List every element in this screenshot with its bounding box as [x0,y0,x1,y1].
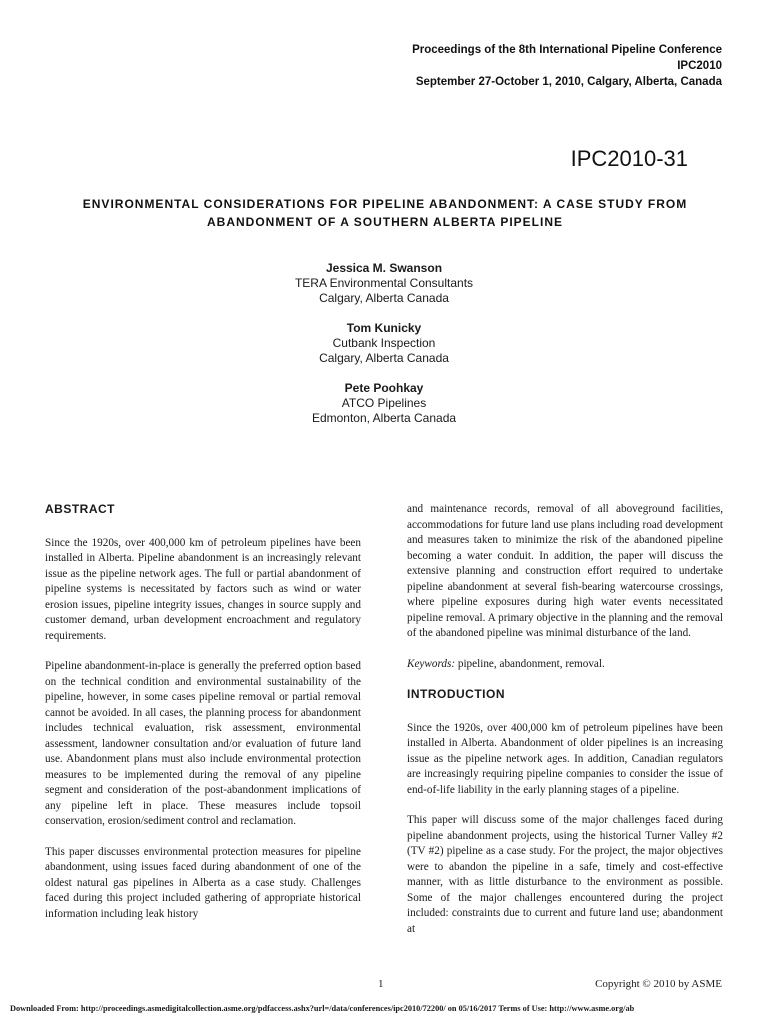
paper-title [60,195,710,231]
introduction-paragraph: This paper will discuss some of the major challenges faced during pipeline abandonment projects, using the historical Turner Valley #2 (TV #2) pipeline as a case study. For the project, the major objectives were to abandon the pipeline in a safe, timely and cost-effective manner, with as little disturbance to the environment as possible. Some of the major challenges encountered during the project included: constraints due to current and future land use; abandonment at [407,814,723,935]
author-name: Pete Poohkay [344,381,424,395]
keywords-line [407,657,723,673]
author-list [184,261,584,441]
introduction-heading: INTRODUCTION [407,687,505,701]
download-notice: Downloaded From: http://proceedings.asmedigitalcollection.asme.org/pdfaccess.ashx?url=/data/conferences/ipc2010/72200/ on 05/16/2017 Terms of Use: http://www.asme.org/ab [10,1004,635,1013]
conference-header [302,42,722,90]
conference-code: IPC2010 [677,60,722,72]
keywords-text: pipeline, abandonment, removal. [455,657,605,670]
abstract-paragraph: Pipeline abandonment-in-place is generally the preferred option based on the technical condition and environmental sustainability of the pipeline, however, in some cases pipeline removal or partial removal cannot be avoided. In all cases, the planning process for abandonment includes technical evaluation, risk assessment, environmental assessment, landowner consultation and/or evaluation of future land use. Abandonment plans must also include environmental protection measures to be implemented during the removal of any pipeline segment and consideration of the post-abandonment implications of any pipeline left in place. These measures include topsoil conservation, erosion/sediment control and reclamation. [45,660,361,827]
abstract-paragraph: Since the 1920s, over 400,000 km of petroleum pipelines have been installed in Alberta. Pipeline abandonment is an increasingly relevant issue as the pipeline network ages. The full or partial abandonment of pipeline systems is necessitated by factors such as wind or water erosion issues, pipeline integrity issues, changes in source supply and customer demand, urban development encroachment and regulatory requirements. [45,536,361,642]
conference-dates: September 27-October 1, 2010, Calgary, Alberta, Canada [415,76,722,88]
author-affiliation: TERA Environmental Consultants [294,276,474,290]
copyright-notice: Copyright © 2010 by ASME [595,978,722,990]
author-affiliation: Cutbank Inspection [332,336,436,350]
author-location: Calgary, Alberta Canada [319,351,449,365]
right-column [407,502,723,952]
author-block [184,261,584,306]
abstract-paragraph: This paper discusses environmental protection measures for pipeline abandonment, using issues faced during abandonment of one of the oldest natural gas pipelines in Alberta as a case study. Challenges faced during this project included gathering of appropriate historical information including leak history [45,845,361,920]
author-affiliation: ATCO Pipelines [341,396,427,410]
author-block [184,321,584,366]
author-name: Tom Kunicky [346,321,422,335]
introduction-paragraph: Since the 1920s, over 400,000 km of petroleum pipelines have been installed in Alberta. Abandonment of older pipelines is an increasing issue as the pipeline network ages. In addition, Canadian regulators are increasingly requiring pipeline companies to consider the issue of end-of-life liability in the early planning stages of a pipeline. [407,721,723,796]
paper-title-line-2: ABANDONMENT OF A SOUTHERN ALBERTA PIPELINE [207,215,563,229]
paper-id: IPC2010-31 [570,146,688,171]
conference-name: Proceedings of the 8th International Pipeline Conference [412,44,722,56]
author-name: Jessica M. Swanson [325,261,443,275]
author-location: Edmonton, Alberta Canada [311,411,457,425]
abstract-paragraph: and maintenance records, removal of all aboveground facilities, accommodations for future land use plans including road development and measures taken to minimize the risk of the abandoned pipeline becoming a water conduit. In addition, the paper will discuss the extensive planning and construction effort required to undertake pipeline abandonment at several fish-bearing watercourse crossings, where pipeline exposures during high water events necessitated pipeline removal. A primary objective in the planning and the removal of the abandoned pipeline was minimal disturbance of the land. [407,503,723,639]
keywords-label: Keywords: [407,657,456,670]
page-number: 1 [378,978,384,990]
left-column [45,500,361,937]
author-location: Calgary, Alberta Canada [319,291,449,305]
paper-title-line-1: ENVIRONMENTAL CONSIDERATIONS FOR PIPELINE ABANDONMENT: A CASE STUDY FROM [82,197,688,211]
abstract-heading: ABSTRACT [45,502,115,516]
author-block [184,381,584,426]
